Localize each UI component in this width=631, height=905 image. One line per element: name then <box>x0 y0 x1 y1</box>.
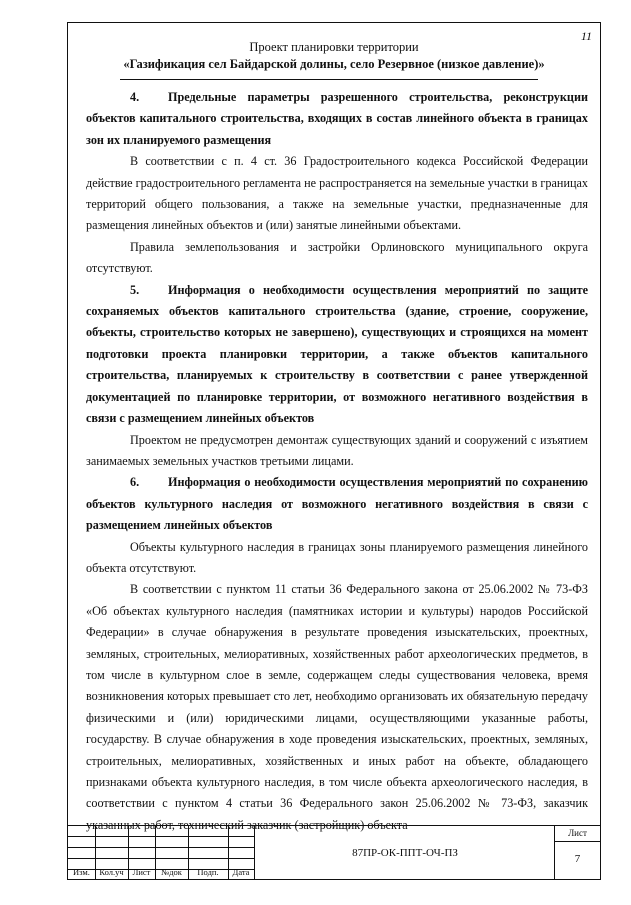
stamp-label-ndok: №док <box>161 867 182 877</box>
paragraph: В соответствии с п. 4 ст. 36 Градостроительного кодекса Российской Федерации действие градостроительного регламента не распространяется на земельные участки в границах территорий общего пользования, а также на земельные участки, предназначенные для размещения линейных объектов и (или) занятые линейными объектами. <box>86 154 588 233</box>
section-6-title: Информация о необходимости осуществления мероприятий по сохранению объектов культурного наследия от возможного негативного воздействия в связи с размещением линейных объектов <box>86 475 588 533</box>
stamp-label-list: Лист <box>132 867 151 877</box>
stamp-label-izm: Изм. <box>73 867 90 877</box>
stamp-revision-grid <box>68 826 254 879</box>
paragraph: Правила землепользования и застройки Орлиновского муниципального округа отсутствуют. <box>86 239 588 276</box>
header-divider <box>120 79 538 80</box>
sheet-number: 7 <box>574 853 581 865</box>
sheet-label: Лист <box>555 826 600 842</box>
paragraph: Объекты культурного наследия в границах зоны планируемого размещения линейного объекта отсутствуют. <box>86 539 588 575</box>
section-6-heading <box>86 472 588 536</box>
section-4-title: Предельные параметры разрешенного строительства, реконструкции объектов капитального строительства, входящих в состав линейного объекта в границах зон их планируемого размещения <box>86 90 588 147</box>
stamp-label-data: Дата <box>232 867 250 877</box>
page-number: 11 <box>580 29 592 43</box>
document-header <box>78 39 590 73</box>
header-line-1: Проект планировки территории <box>249 40 419 54</box>
section-5-title: Информация о необходимости осуществления мероприятий по защите сохраняемых объектов капитального строительства (здание, строение, сооружение, объекты, строительство которых не завершено), существующих и строящихся на момент подготовки проекта планировки территории, а также объектов капитального строительства, планируемых к строительству в соответствии с ранее утвержденной документацией по планировке территории, от возможного негативного воздействия в связи с размещением линейных объектов <box>86 282 588 426</box>
stamp-label-kol-uch: Кол.уч <box>99 867 124 877</box>
header-project-title: «Газификация сел Байдарской долины, село Резервное (низкое давление)» <box>123 57 545 71</box>
paragraph: Проектом не предусмотрен демонтаж существующих зданий и сооружений с изъятием занимаемых земельных участков третьими лицами. <box>86 432 588 468</box>
section-5-number: 5. <box>130 282 140 297</box>
sheet-box <box>554 826 600 879</box>
paragraph: В соответствии с пунктом 11 статьи 36 Федерального закона от 25.06.2002 № 73-ФЗ «Об объектах культурного наследия (памятниках истории и культуры) народов Российской Федерации» в случае обнаружения в результате проведения изыскательских, проектных, земляных, строительных, мелиоративных, хозяйственных работ археологических предметов, в том числе в культурном слое в земле, содержащем следы существования человека, время возникновения которых превышает сто лет, необходимо организовать их обязательную передачу физическими и (или) юридическими лицами, осуществляющими указанные работы, государству. В случае обнаружения в ходе проведения изыскательских, проектных, земляных, строительных, мелиоративных, хозяйственных и иных работ на объекте, обладающего признаками объекта культурного наследия, в том числе объекта археологического наследия, в соответствии с пунктом 4 статьи 36 Федерального закон 25.06.2002 № 73-ФЗ, заказчик указанных работ, технический заказчик (застройщик) объекта <box>86 582 588 832</box>
document-frame <box>67 22 601 880</box>
document-body <box>86 87 588 836</box>
stamp-label-podp: Подп. <box>197 867 219 877</box>
section-4-number: 4. <box>130 90 140 104</box>
title-block-stamp <box>68 825 600 879</box>
section-5-heading <box>86 280 588 430</box>
section-4-heading <box>86 87 588 151</box>
document-code: 87ПР-ОК-ППТ-ОЧ-ПЗ <box>254 826 555 879</box>
section-6-number: 6. <box>130 475 140 490</box>
